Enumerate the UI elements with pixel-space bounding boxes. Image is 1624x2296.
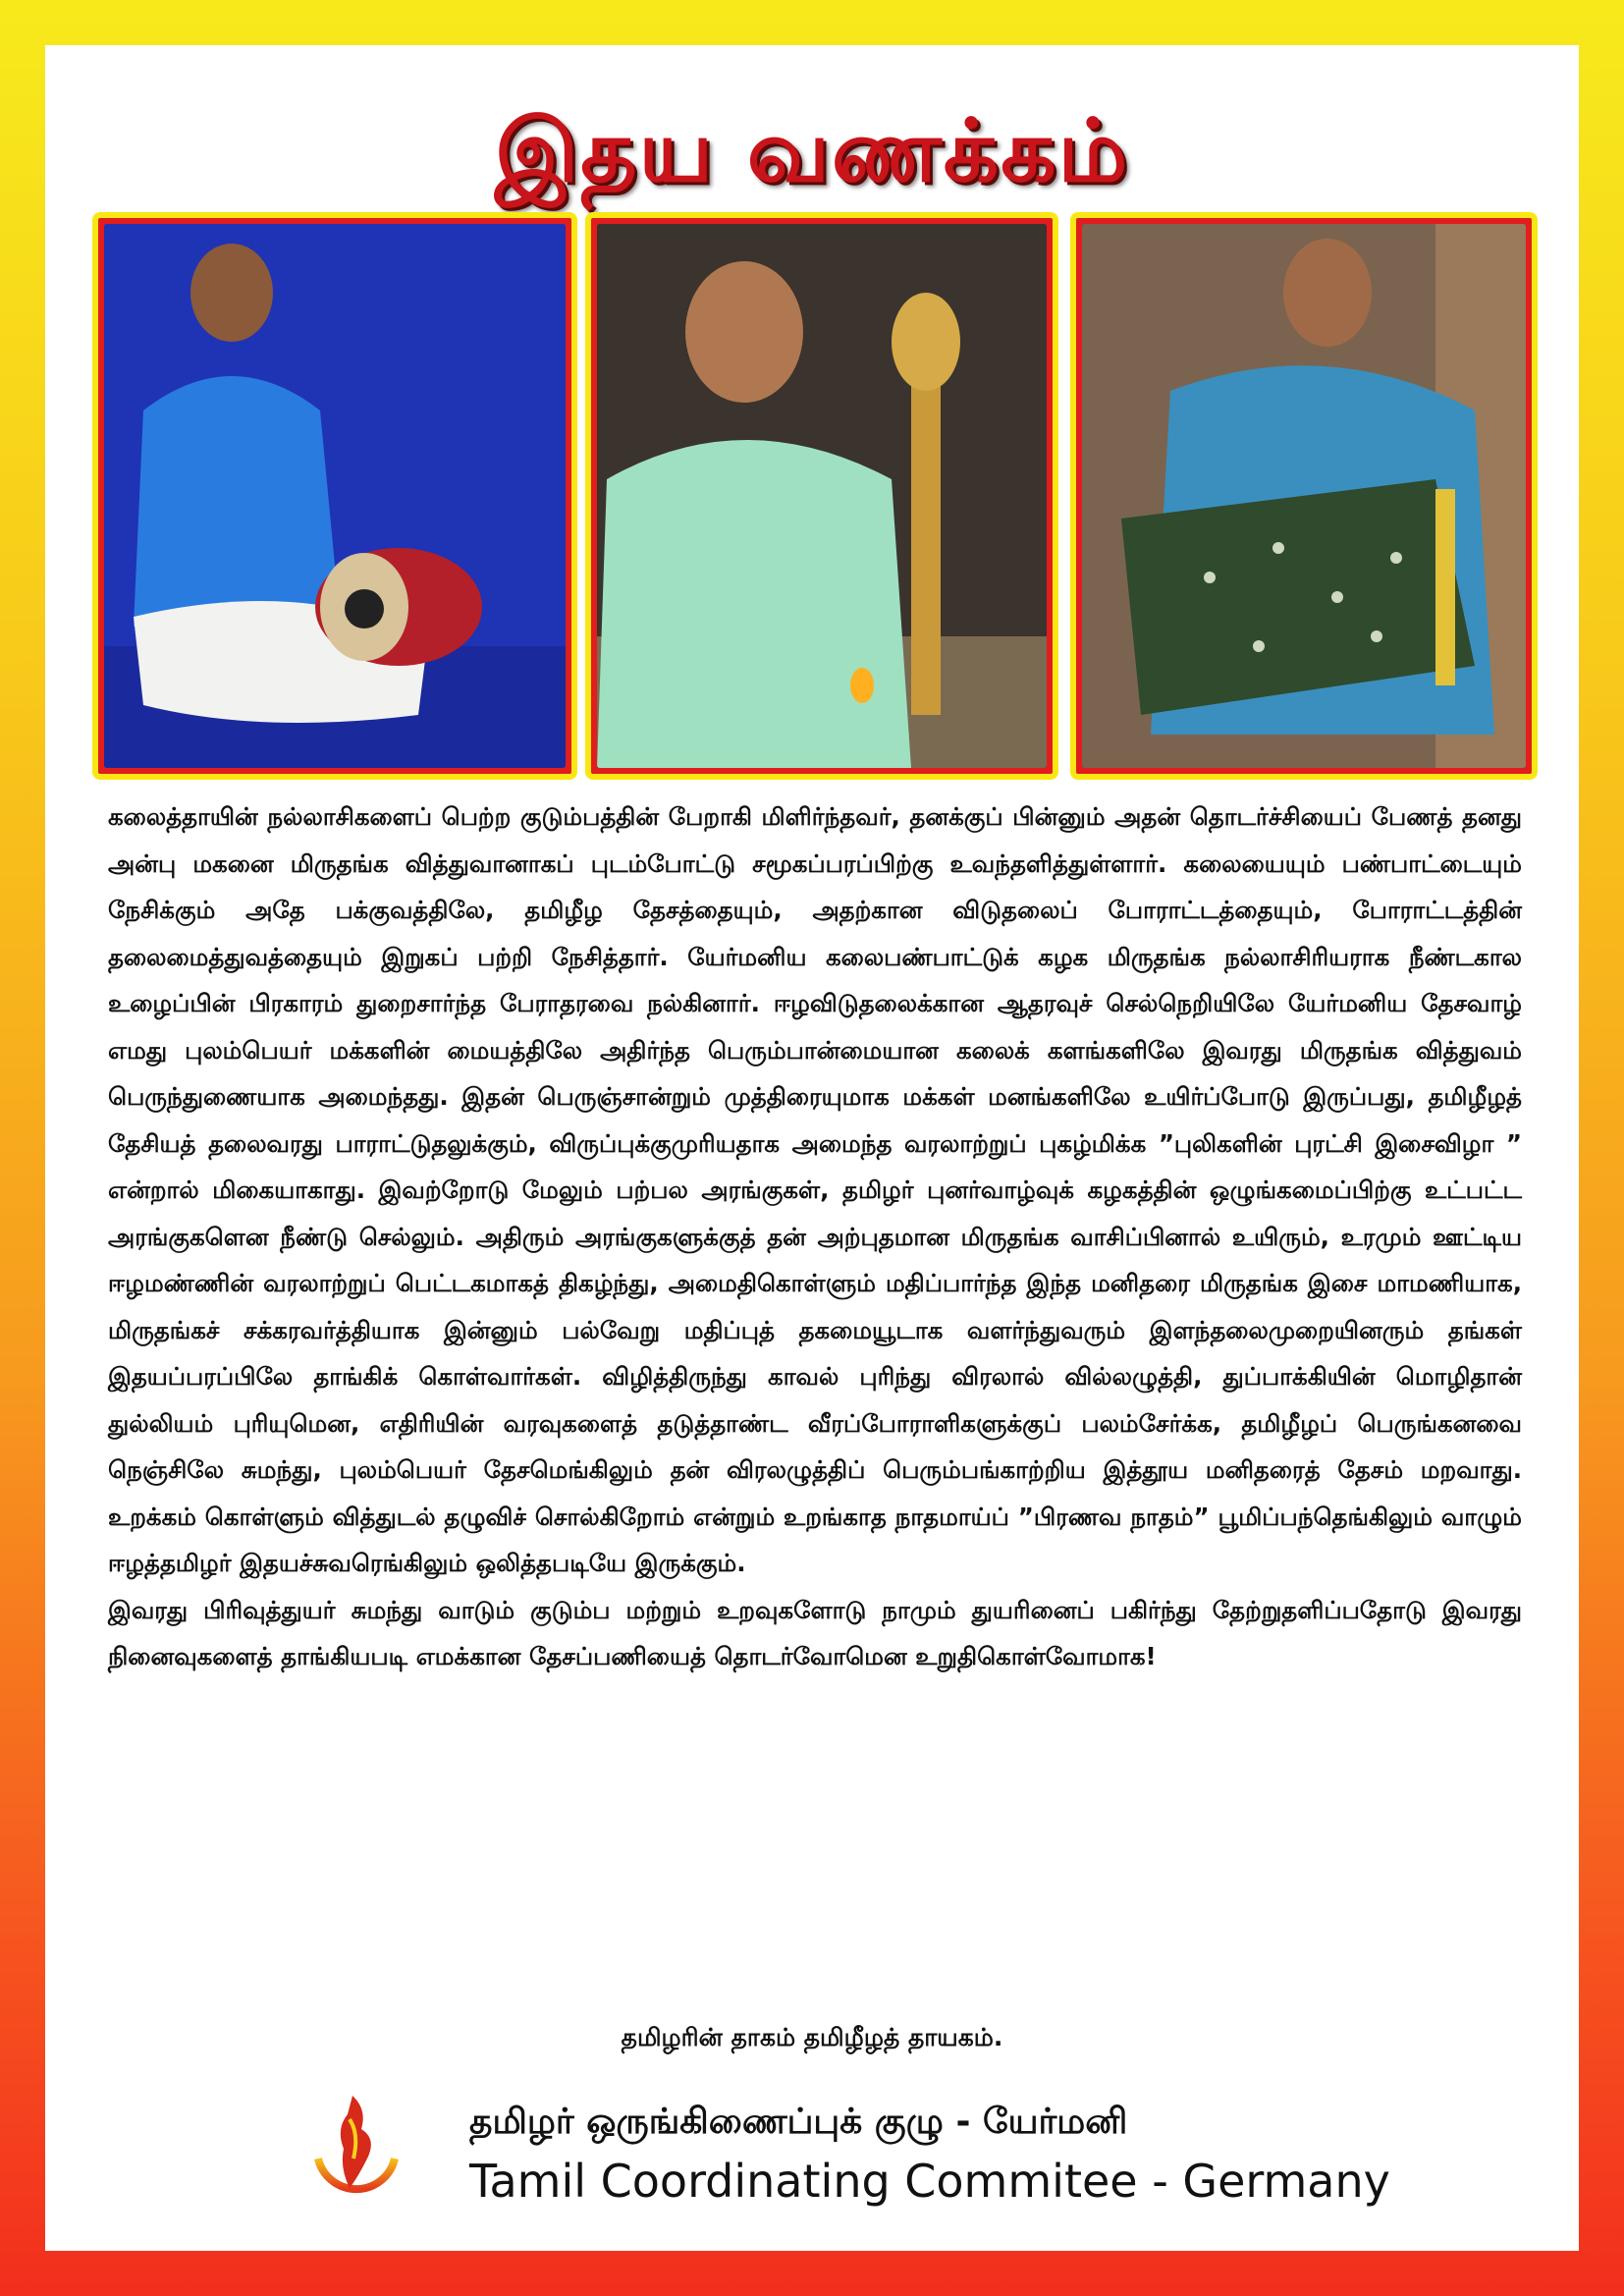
- photo-frame-2: [585, 212, 1058, 780]
- photo-frame-1: [92, 212, 577, 780]
- slogan: தமிழரின் தாகம் தமிழீழத் தாயகம்.: [621, 2023, 1003, 2051]
- musician-drum-photo: [1082, 224, 1526, 768]
- musician-lamp-photo: [597, 224, 1047, 768]
- organization-name-tamil: தமிழர் ஒருங்கிணைப்புக் குழு - யேர்மனி: [469, 2102, 1128, 2142]
- tribute-paragraph-1: கலைத்தாயின் நல்லாசிகளைப் பெற்ற குடும்பத்தின் பேறாகி மிளிர்ந்தவர், தனக்குப் பின்னும் அதன் தொடர்ச்சியைப் பேணத் தனது அன்பு மகனை மிருதங்க வித்துவானாகப் புடம்போட்டு சமூகப்பரப்பிற்கு உவந்தளித்துள்ளார். கலையையும் பண்பாட்டையும் நேசிக்கும் அதே பக்குவத்திலே, தமிழீழ தேசத்தையும், அதற்கான விடுதலைப் போராட்டத்தையும், போராட்டத்தின் தலைமைத்துவத்தையும் இறுகப் பற்றி நேசித்தார். யேர்மனிய கலைபண்பாட்டுக் கழக மிருதங்க நல்லாசிரியராக நீண்டகால உழைப்பின் பிரகாரம் துறைசார்ந்த பேராதரவை நல்கினார். ஈழவிடுதலைக்கான ஆதரவுச் செல்நெறியிலே யேர்மனிய தேசவாழ் எமது புலம்பெயர் மக்களின் மையத்திலே அதிர்ந்த பெரும்பான்மையான கலைக் களங்களிலே இவரது மிருதங்க வித்துவம் பெருந்துணையாக அமைந்தது. இதன் பெருஞ்சான்றும் முத்திரையுமாக மக்கள் மனங்களிலே உயிர்ப்போடு இருப்பது, தமிழீழத் தேசியத் தலைவரது பாராட்டுதலுக்கும், விருப்புக்குமுரியதாக அமைந்த வரலாற்றுப் புகழ்மிக்க ”புலிகளின் புரட்சி இசைவிழா ” என்றால் மிகையாகாது. இவற்றோடு மேலும் பற்பல அரங்குகள், தமிழர் புனர்வாழ்வுக் கழகத்தின் ஒழுங்கமைப்பிற்கு உட்பட்ட அரங்குகளென நீண்டு செல்லும். அதிரும் அரங்குகளுக்குத் தன் அற்புதமான மிருதங்க வாசிப்பினால் உயிரும், உரமும் ஊட்டிய ஈழமண்ணின் வரலாற்றுப் பெட்டகமாகத் திகழ்ந்து, அமைதிகொள்ளும் மதிப்பார்ந்த இந்த மனிதரை மிருதங்க இசை மாமணியாக, மிருதங்கச் சக்கரவர்த்தியாக இன்னும் பல்வேறு மதிப்புத் தகமையூடாக வளர்ந்துவரும் இளந்தலைமுறையினரும் தங்கள் இதயப்பரப்பிலே தாங்கிக் கொள்வார்கள். விழித்திருந்து காவல் புரிந்து விரலால் வில்லழுத்தி, துப்பாக்கியின் மொழிதான் துல்லியம் புரியுமென, எதிரியின் வரவுகளைத் தடுத்தாண்ட வீரப்போராளிகளுக்குப் பலம்சேர்க்க, தமிழீழப் பெருங்கனவை நெஞ்சிலே சுமந்து, புலம்பெயர் தேசமெங்கிலும் தன் விரலழுத்திப் பெரும்பங்காற்றிய இத்தூய மனிதரைத் தேசம் மறவாது. உறக்கம் கொள்ளும் வித்துடல் தழுவிச் சொல்கிறோம் என்றும் உறங்காத நாதமாய்ப் ”பிரணவ நாதம்” பூமிப்பந்தெங்கிலும் வாழும் ஈழத்தமிழர் இதயச்சுவரெங்கிலும் ஒலித்தபடியே இருக்கும்.: [108, 802, 1523, 1577]
- musician-mridangam-photo: [104, 224, 566, 768]
- organization-name-english: Tamil Coordinating Commitee - Germany: [469, 2155, 1390, 2208]
- page-title: இதய வணக்கம்: [494, 100, 1130, 201]
- photo-frame-3: [1070, 212, 1538, 780]
- tribute-text: [108, 793, 1522, 1680]
- organization-logo-icon: [298, 2090, 414, 2206]
- tribute-paragraph-2: இவரது பிரிவுத்துயர் சுமந்து வாடும் குடும்ப மற்றும் உறவுகளோடு நாமும் துயரினைப் பகிர்ந்து தேற்றுதளிப்பதோடு இவரது நினைவுகளைத் தாங்கியபடி எமக்கான தேசப்பணியைத் தொடர்வோமென உறுதிகொள்வோமாக!: [108, 1595, 1522, 1670]
- white-sheet: [45, 45, 1579, 2251]
